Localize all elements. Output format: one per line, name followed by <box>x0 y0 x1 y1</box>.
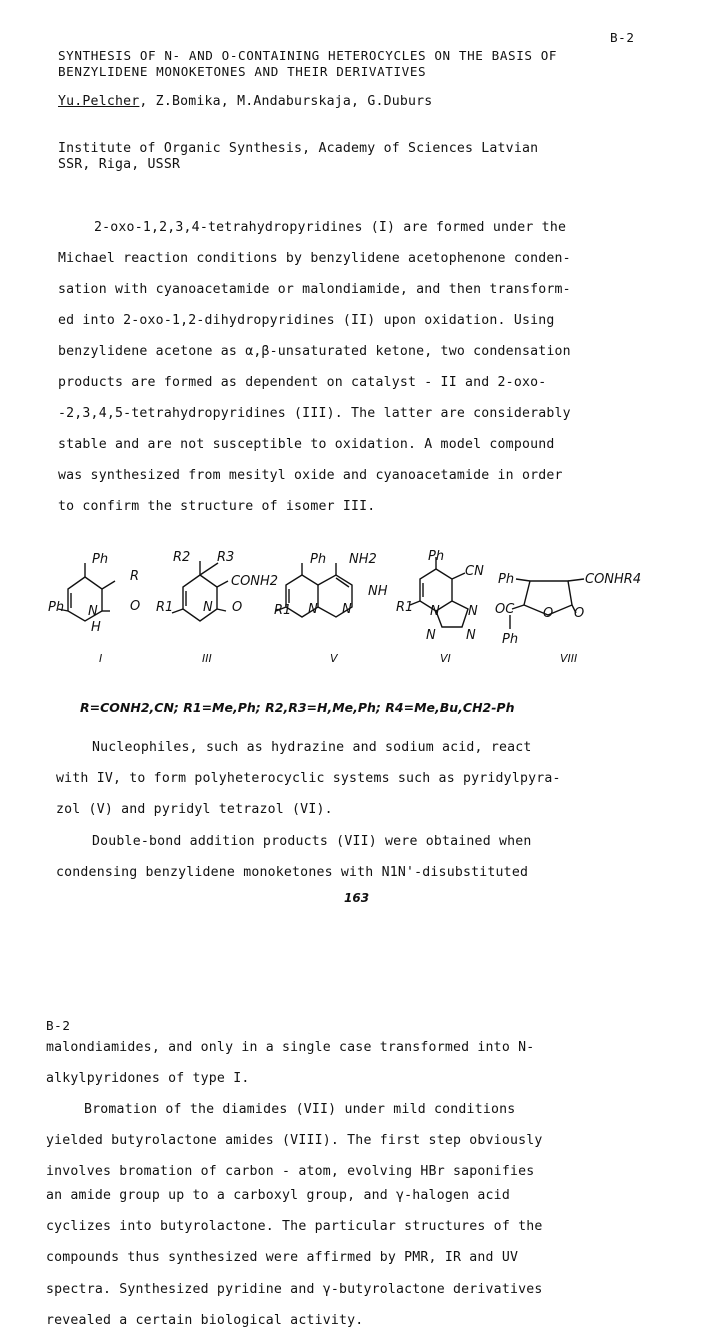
label-r1: R1 <box>274 603 292 618</box>
structure-label: III <box>202 652 212 665</box>
structure-i <box>58 563 115 621</box>
text-line: zol (V) and pyridyl tetrazol (VI). <box>56 802 333 817</box>
text-line: to confirm the structure of isomer III. <box>58 499 376 514</box>
label-ph: Ph <box>310 552 327 567</box>
label-oc: OC <box>495 602 515 617</box>
presenting-author: Yu.Pelcher <box>58 94 140 109</box>
label-r1: R1 <box>156 600 174 615</box>
structure-label: VI <box>440 652 451 665</box>
text-line: -2,3,4,5-tetrahydropyridines (III). The latter are considerably <box>58 406 571 421</box>
label-o: O <box>232 600 243 615</box>
text-line: benzylidene acetone as α,β-unsaturated ketone, two condensation <box>58 344 571 359</box>
structure-viii <box>510 579 584 629</box>
label-h: H <box>91 620 101 635</box>
structure-iii <box>172 561 228 621</box>
text-line: condensing benzylidene monoketones with N1N'-disubstituted <box>56 865 529 880</box>
text-line: yielded butyrolactone amides (VIII). The first step obviously <box>46 1133 543 1148</box>
paper-title-line-2: BENZYLIDENE MONOKETONES AND THEIR DERIVATIVES <box>58 64 427 79</box>
text-line: an amide group up to a carboxyl group, and γ-halogen acid <box>46 1188 510 1203</box>
text-line: products are formed as dependent on catalyst - II and 2-oxo- <box>58 375 547 390</box>
authors <box>58 94 432 109</box>
text-line: was synthesized from mesityl oxide and cyanoacetamide in order <box>58 468 563 483</box>
chemical-structures-figure <box>40 545 660 670</box>
page-code: B-2 <box>46 1018 71 1033</box>
text-line: 2-oxo-1,2,3,4-tetrahydropyridines (I) are formed under the <box>94 220 567 235</box>
institute-line-1: Institute of Organic Synthesis, Academy of Sciences Latvian <box>58 141 539 156</box>
label-n: N <box>466 628 476 643</box>
co-authors: , Z.Bomika, M.Andaburskaja, G.Duburs <box>139 94 433 109</box>
institute-line-2: SSR, Riga, USSR <box>58 157 181 172</box>
structure-label: V <box>330 652 338 665</box>
label-n: N <box>88 604 98 619</box>
label-ph: Ph <box>48 600 65 615</box>
text-line: Bromation of the diamides (VII) under mild conditions <box>84 1102 516 1117</box>
label-nh2: NH2 <box>349 552 377 567</box>
text-line: involves bromation of carbon - atom, evolving HBr saponifies <box>46 1164 535 1179</box>
structure-label: I <box>99 652 103 665</box>
text-line: Michael reaction conditions by benzylidene acetophenone conden- <box>58 251 571 266</box>
label-n: N <box>430 604 440 619</box>
label-ph: Ph <box>498 572 515 587</box>
label-conhr4: CONHR4 <box>585 572 642 587</box>
label-r3: R3 <box>217 550 235 565</box>
label-cn: CN <box>465 564 484 579</box>
label-r: R <box>130 569 140 584</box>
structure-label: VIII <box>560 652 578 665</box>
label-o: O <box>130 599 141 614</box>
label-conh2: CONH2 <box>231 574 279 589</box>
label-ph: Ph <box>92 552 109 567</box>
label-n: N <box>426 628 436 643</box>
label-ph: Ph <box>502 632 519 647</box>
text-line: compounds thus synthesized were affirmed by PMR, IR and UV <box>46 1250 519 1265</box>
substituent-legend: R=CONH2,CN; R1=Me,Ph; R2,R3=H,Me,Ph; R4=Me,Bu,CH2-Ph <box>80 700 515 715</box>
label-o: O <box>543 606 554 621</box>
label-nh: NH <box>368 584 388 599</box>
text-line: ed into 2-oxo-1,2-dihydropyridines (II) upon oxidation. Using <box>58 313 555 328</box>
text-line: stable and are not susceptible to oxidation. A model compound <box>58 437 555 452</box>
page-number: 163 <box>344 891 370 905</box>
label-n: N <box>342 602 352 617</box>
text-line: cyclizes into butyrolactone. The particular structures of the <box>46 1219 543 1234</box>
paper-title-line-1: SYNTHESIS OF N- AND O-CONTAINING HETEROCYCLES ON THE BASIS OF <box>58 48 558 63</box>
text-line: spectra. Synthesized pyridine and γ-butyrolactone derivatives <box>46 1282 543 1297</box>
label-n: N <box>308 602 318 617</box>
text-line: alkylpyridones of type I. <box>46 1071 250 1086</box>
label-n: N <box>468 604 478 619</box>
page-code: B-2 <box>610 30 635 45</box>
label-r1: R1 <box>396 600 414 615</box>
text-line: sation with cyanoacetamide or malondiamide, and then transform- <box>58 282 571 297</box>
text-line: malondiamides, and only in a single case transformed into N- <box>46 1040 535 1055</box>
text-line: with IV, to form polyheterocyclic systems such as pyridylpyra- <box>56 771 561 786</box>
label-n: N <box>203 600 213 615</box>
text-line: Double-bond addition products (VII) were obtained when <box>92 834 532 849</box>
label-o: O <box>574 606 585 621</box>
text-line: revealed a certain biological activity. <box>46 1313 364 1328</box>
label-ph: Ph <box>428 549 445 564</box>
label-r2: R2 <box>173 550 191 565</box>
text-line: Nucleophiles, such as hydrazine and sodium acid, react <box>92 740 532 755</box>
